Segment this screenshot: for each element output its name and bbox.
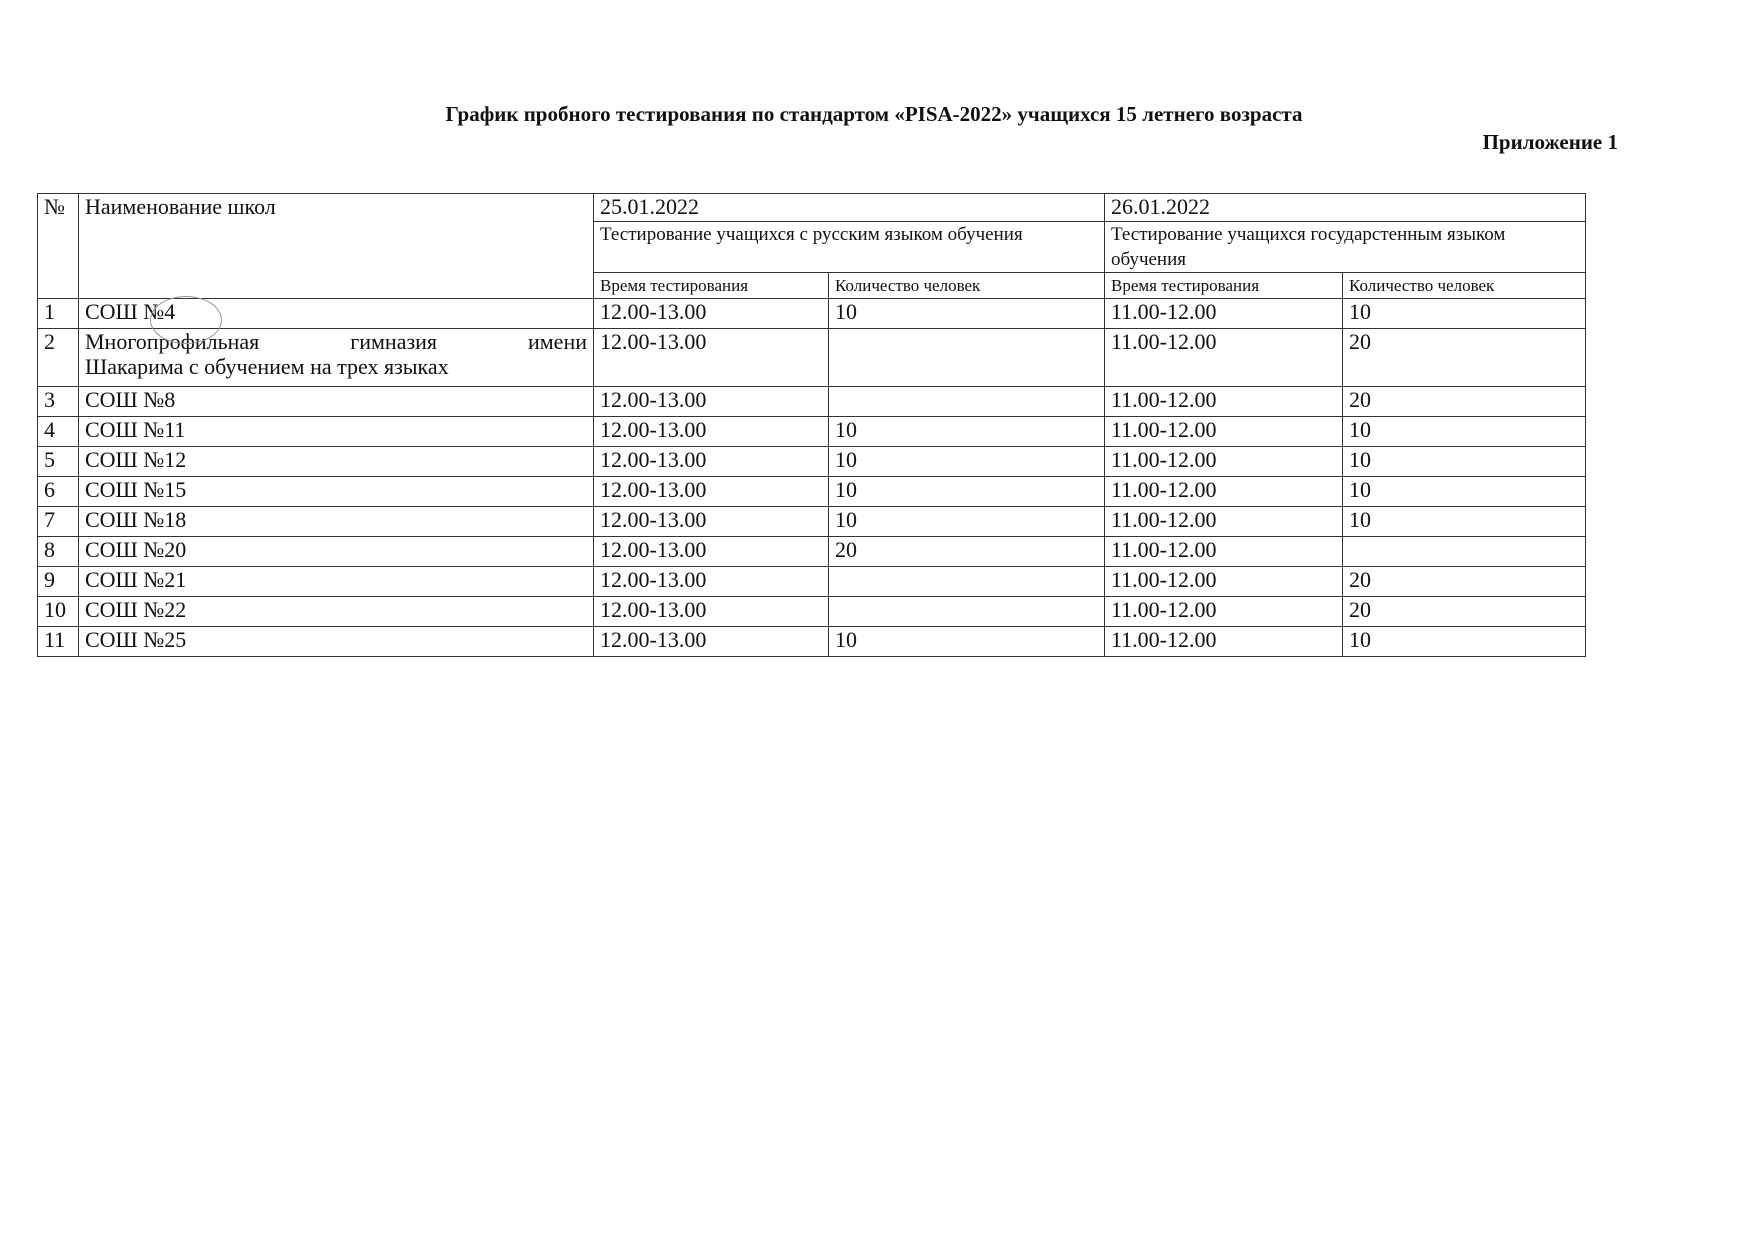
count-day2: 20 [1343, 597, 1586, 627]
time-day2: 11.00-12.00 [1105, 477, 1343, 507]
row-number: 10 [38, 597, 79, 627]
time-day2: 11.00-12.00 [1105, 387, 1343, 417]
table-row [38, 447, 1586, 477]
time-day2: 11.00-12.00 [1105, 447, 1343, 477]
time-day1: 12.00-13.00 [594, 417, 829, 447]
pencil-circle-mark [150, 296, 222, 344]
count-day1: 10 [829, 507, 1105, 537]
table-row [38, 387, 1586, 417]
header-count-day2: Количество человек [1343, 273, 1586, 299]
time-day1: 12.00-13.00 [594, 447, 829, 477]
table-row [38, 507, 1586, 537]
time-day2: 11.00-12.00 [1105, 299, 1343, 329]
school-name: СОШ №20 [79, 537, 594, 567]
row-number: 1 [38, 299, 79, 329]
header-time-day2: Время тестирования [1105, 273, 1343, 299]
school-name: СОШ №21 [79, 567, 594, 597]
table-body [38, 299, 1586, 657]
time-day1: 12.00-13.00 [594, 507, 829, 537]
time-day1: 12.00-13.00 [594, 299, 829, 329]
table-row [38, 567, 1586, 597]
school-name [79, 329, 594, 387]
time-day1: 12.00-13.00 [594, 329, 829, 387]
count-day2: 10 [1343, 627, 1586, 657]
row-number: 2 [38, 329, 79, 387]
time-day2: 11.00-12.00 [1105, 507, 1343, 537]
header-date-day1: 25.01.2022 [594, 194, 1105, 222]
count-day2 [1343, 537, 1586, 567]
school-name: СОШ №18 [79, 507, 594, 537]
row-number: 5 [38, 447, 79, 477]
row-number: 11 [38, 627, 79, 657]
row-number: 9 [38, 567, 79, 597]
count-day1: 10 [829, 627, 1105, 657]
header-time-day1: Время тестирования [594, 273, 829, 299]
count-day1 [829, 597, 1105, 627]
time-day2: 11.00-12.00 [1105, 329, 1343, 387]
header-number: № [38, 194, 79, 299]
count-day1: 20 [829, 537, 1105, 567]
time-day1: 12.00-13.00 [594, 597, 829, 627]
school-name: СОШ №22 [79, 597, 594, 627]
header-count-day1: Количество человек [829, 273, 1105, 299]
time-day1: 12.00-13.00 [594, 537, 829, 567]
time-day1: 12.00-13.00 [594, 567, 829, 597]
count-day1 [829, 329, 1105, 387]
table-row [38, 477, 1586, 507]
count-day1 [829, 567, 1105, 597]
count-day1: 10 [829, 299, 1105, 329]
time-day2: 11.00-12.00 [1105, 627, 1343, 657]
table-header [38, 194, 1586, 299]
count-day2: 10 [1343, 447, 1586, 477]
header-school-name: Наименование школ [79, 194, 594, 299]
row-number: 8 [38, 537, 79, 567]
count-day2: 20 [1343, 387, 1586, 417]
header-group-state: Тестирование учащихся государстенным языком обучения [1105, 222, 1586, 273]
table-row [38, 299, 1586, 329]
count-day1: 10 [829, 477, 1105, 507]
count-day2: 10 [1343, 417, 1586, 447]
school-name: СОШ №11 [79, 417, 594, 447]
count-day1 [829, 387, 1105, 417]
time-day2: 11.00-12.00 [1105, 417, 1343, 447]
page-title: График пробного тестирования по стандартом «PISA-2022» учащихся 15 летнего возраста [445, 102, 1303, 126]
row-number: 3 [38, 387, 79, 417]
table-row [38, 627, 1586, 657]
table-row [38, 417, 1586, 447]
school-name: СОШ №4 [79, 299, 594, 329]
count-day1: 10 [829, 417, 1105, 447]
school-name: СОШ №15 [79, 477, 594, 507]
count-day1: 10 [829, 447, 1105, 477]
school-name: СОШ №25 [79, 627, 594, 657]
time-day2: 11.00-12.00 [1105, 537, 1343, 567]
table-row [38, 597, 1586, 627]
row-number: 4 [38, 417, 79, 447]
time-day1: 12.00-13.00 [594, 387, 829, 417]
header-group-russian: Тестирование учащихся с русским языком обучения [594, 222, 1105, 273]
count-day2: 10 [1343, 477, 1586, 507]
school-name: СОШ №8 [79, 387, 594, 417]
time-day2: 11.00-12.00 [1105, 567, 1343, 597]
row-number: 7 [38, 507, 79, 537]
school-name-line1: Многопрофильная гимназия имени [85, 329, 587, 354]
time-day1: 12.00-13.00 [594, 477, 829, 507]
count-day2: 20 [1343, 329, 1586, 387]
schedule-table [37, 193, 1586, 657]
table-row [38, 537, 1586, 567]
appendix-label: Приложение 1 [1482, 130, 1618, 154]
row-number: 6 [38, 477, 79, 507]
count-day2: 10 [1343, 299, 1586, 329]
table-row [38, 329, 1586, 387]
count-day2: 10 [1343, 507, 1586, 537]
count-day2: 20 [1343, 567, 1586, 597]
school-name: СОШ №12 [79, 447, 594, 477]
time-day1: 12.00-13.00 [594, 627, 829, 657]
header-date-day2: 26.01.2022 [1105, 194, 1586, 222]
school-name-line2: Шакарима с обучением на трех языках [85, 354, 449, 379]
time-day2: 11.00-12.00 [1105, 597, 1343, 627]
